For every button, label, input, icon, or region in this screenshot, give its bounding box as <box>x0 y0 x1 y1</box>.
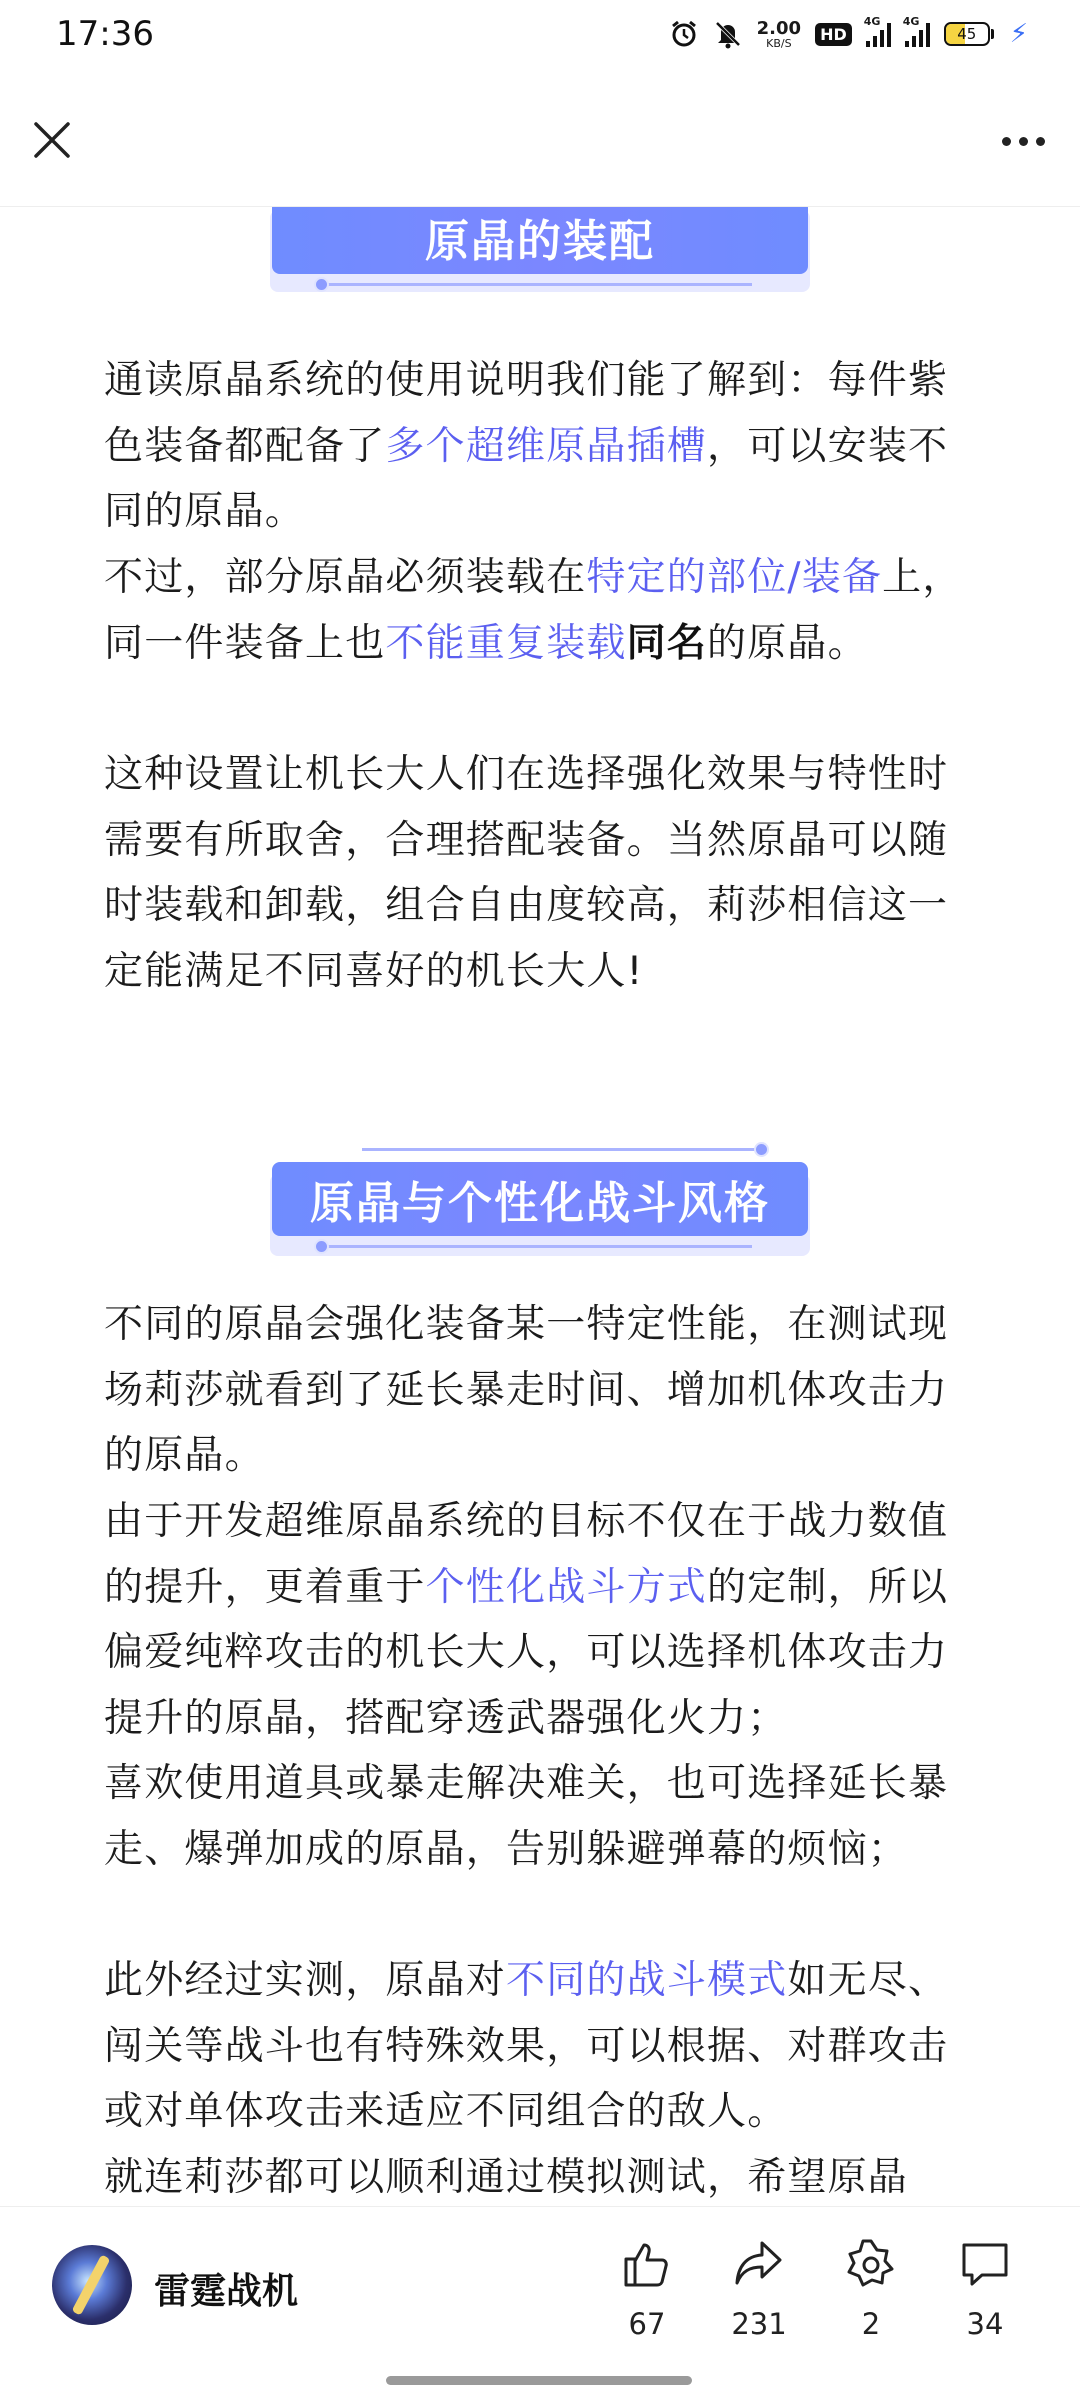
collect-button[interactable] <box>816 2237 926 2341</box>
top-bar <box>0 70 1080 207</box>
comment-button[interactable] <box>930 2237 1040 2341</box>
paragraph <box>104 2145 982 2204</box>
text-run: 的定制，所以偏爱纯粹攻击的机长大人，可以选择机体攻击力提升的原晶，搭配穿透武器强化火力； <box>104 1564 949 1741</box>
signal1-label: 4G <box>863 15 881 28</box>
paragraph <box>104 1489 982 1751</box>
signal2-label: 4G <box>902 15 920 28</box>
section-banner-2 <box>262 1144 818 1264</box>
more-dot-icon <box>1019 137 1028 146</box>
paragraph <box>104 348 982 545</box>
section-title: 原晶与个性化战斗风格 <box>310 1178 770 1229</box>
signal-icon-1 <box>863 15 891 47</box>
text-run: 就连莉莎都可以顺利通过模拟测试，希望原晶 <box>104 2155 909 2200</box>
text-run: 不过，部分原晶必须装载在 <box>104 555 587 600</box>
channel-name[interactable]: 雷霆战机 <box>154 2271 299 2312</box>
mute-icon <box>713 19 743 49</box>
paragraph <box>104 742 982 1004</box>
section-banner-1 <box>262 206 818 320</box>
battery-icon <box>944 22 994 46</box>
close-icon <box>28 116 76 164</box>
bottom-bar <box>0 2206 1080 2401</box>
share-icon <box>732 2237 786 2291</box>
article-content[interactable] <box>0 206 1080 2204</box>
status-time: 17:36 <box>56 14 154 54</box>
text-run: ，可以安装不同的原晶。 <box>104 423 949 534</box>
net-speed-value: 2.00 <box>756 17 802 39</box>
thumbs-up-icon <box>620 2237 674 2291</box>
status-icons <box>669 14 1028 54</box>
signal-icon-2 <box>902 15 930 47</box>
highlighted-text: 不能重复装载 <box>385 620 627 666</box>
close-button[interactable] <box>28 116 76 164</box>
collect-icon <box>844 2237 898 2291</box>
highlighted-text: 不同的战斗模式 <box>506 1958 788 2003</box>
banner-dot-icon <box>754 1142 769 1157</box>
home-indicator[interactable] <box>386 2376 692 2385</box>
highlighted-text: 特定的部位/装备 <box>586 555 883 600</box>
alarm-icon <box>669 19 699 49</box>
more-dot-icon <box>1002 137 1011 146</box>
comment-count: 34 <box>966 2307 1004 2341</box>
text-run: 由于开发超维原晶系统的目标不仅在于战力数值的提升，更着重于 <box>104 1499 949 1610</box>
collect-count: 2 <box>861 2307 881 2341</box>
hd-icon: HD <box>815 23 852 46</box>
paragraph <box>104 1751 982 1882</box>
text-run: 上，同一件装备上也 <box>104 555 963 666</box>
banner-dot-icon <box>314 277 329 292</box>
paragraph <box>104 1948 982 2145</box>
section-title-plate <box>272 1162 808 1236</box>
comment-icon <box>958 2237 1012 2291</box>
bold-text: 同名 <box>626 620 708 666</box>
text-run: 的原晶。 <box>707 620 868 666</box>
text-run: 这种设置让机长大人们在选择强化效果与特性时需要有所取舍，合理搭配装备。当然原晶可以随时装载和卸载，组合自由度较高，莉莎相信这一定能满足不同喜好的机长大人! <box>104 752 949 994</box>
more-dot-icon <box>1036 137 1045 146</box>
share-button[interactable] <box>704 2237 814 2341</box>
paragraph <box>104 545 982 676</box>
banner-dot-icon <box>314 1239 329 1254</box>
text-run: 喜欢使用道具或暴走解决难关，也可选择延长暴走、爆弹加成的原晶，告别躲避弹幕的烦恼； <box>104 1761 949 1872</box>
text-run: 如无尽、闯关等战斗也有特殊效果，可以根据、对群攻击或对单体攻击来适应不同组合的敌人。 <box>104 1958 949 2134</box>
more-options-button[interactable] <box>996 126 1050 156</box>
highlighted-text: 多个超维原晶插槽 <box>385 423 708 469</box>
channel-avatar[interactable] <box>52 2245 132 2325</box>
highlighted-text: 个性化战斗方式 <box>425 1564 708 1610</box>
share-count: 231 <box>731 2307 787 2341</box>
section-title: 原晶的装配 <box>425 216 655 267</box>
like-count: 67 <box>628 2307 666 2341</box>
text-run: 此外经过实测，原晶对 <box>104 1958 507 2003</box>
charging-icon: ⚡ <box>1009 19 1028 49</box>
battery-percent: 45 <box>957 25 977 43</box>
like-button[interactable] <box>592 2237 702 2341</box>
net-speed-unit: KB/S <box>766 36 792 50</box>
network-speed <box>756 17 802 50</box>
paragraph <box>104 1292 982 1489</box>
status-bar <box>0 0 1080 70</box>
text-run: 不同的原晶会强化装备某一特定性能，在测试现场莉莎就看到了延长暴走时间、增加机体攻击力的原晶。 <box>104 1302 949 1478</box>
text-run: 通读原晶系统的使用说明我们能了解到：每件紫色装备都配备了 <box>104 358 949 469</box>
section-title-plate <box>272 206 808 274</box>
